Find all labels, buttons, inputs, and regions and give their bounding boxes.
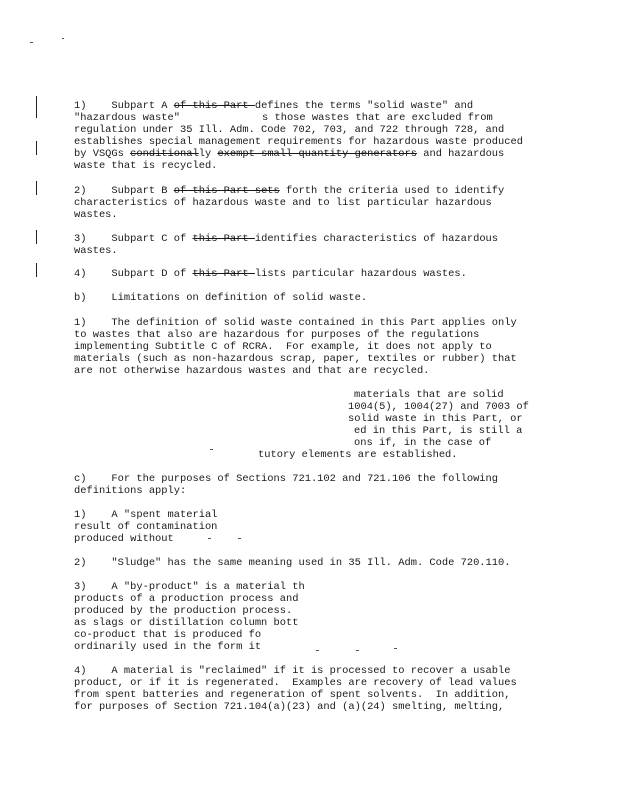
sub-b2-line-5: ons if, in the case of bbox=[354, 437, 492, 449]
item-a-line-2b: s those wastes that are excluded from bbox=[262, 112, 493, 124]
item-a-line-4: establishes special management requirements for hazardous waste produced bbox=[74, 136, 523, 148]
sub-b1-line-3: implementing Subtitle C of RCRA. For example, it does not apply to bbox=[74, 341, 492, 353]
section-c-line-2: definitions apply: bbox=[74, 485, 187, 497]
scan-speck bbox=[316, 650, 319, 651]
scan-speck bbox=[356, 650, 359, 651]
sub-b1-line-4: materials (such as non-hazardous scrap, paper, textiles or rubber) that bbox=[74, 353, 517, 365]
def-4-line-4: for purposes of Section 721.104(a)(23) and (a)(24) smelting, melting, bbox=[74, 701, 505, 713]
sub-b1-line-1: 1) The definition of solid waste contained in this Part applies only bbox=[74, 317, 517, 329]
item-c-line-1: 3) Subpart C of this Part identifies characteristics of hazardous bbox=[74, 233, 499, 245]
def-1-line-2: result of contamination bbox=[74, 521, 218, 533]
def-1-line-1: 1) A "spent material bbox=[74, 509, 218, 521]
item-d-line-1: 4) Subpart D of this Part lists particular hazardous wastes. bbox=[74, 268, 467, 280]
def-1-line-3: produced without bbox=[74, 533, 174, 545]
section-b-heading: b) Limitations on definition of solid waste. bbox=[74, 292, 368, 304]
item-a-line-1: 1) Subpart A of this Part defines the terms "solid waste" and bbox=[74, 100, 474, 112]
sub-b2-line-1: materials that are solid bbox=[354, 389, 504, 401]
revision-bar bbox=[36, 230, 37, 244]
item-b-line-2: characteristics of hazardous waste and to list particular hazardous bbox=[74, 197, 492, 209]
def-4-line-3: from spent batteries and regeneration of spent solvents. In addition, bbox=[74, 689, 511, 701]
section-c-line-1: c) For the purposes of Sections 721.102 and 721.106 the following bbox=[74, 473, 499, 485]
item-a-line-3: regulation under 35 Ill. Adm. Code 702, 703, and 722 through 728, and bbox=[74, 124, 505, 136]
sub-b2-line-3: solid waste in this Part, or bbox=[348, 413, 523, 425]
def-3-line-1: 3) A "by-product" is a material th bbox=[74, 581, 305, 593]
scan-speck bbox=[394, 648, 397, 649]
item-c-line-2: wastes. bbox=[74, 245, 118, 257]
item-b-line-3: wastes. bbox=[74, 209, 118, 221]
item-b-line-1: 2) Subpart B of this Part sets forth the criteria used to identify bbox=[74, 185, 505, 197]
item-a-line-2a: "hazardous waste" bbox=[74, 112, 181, 124]
sub-b2-line-4: ed in this Part, is still a bbox=[354, 425, 523, 437]
revision-bar bbox=[36, 263, 37, 277]
item-a-line-5: by VSQGs conditionally exempt small quantity generators and hazardous bbox=[74, 148, 505, 160]
sub-b1-line-2: to wastes that also are hazardous for purposes of the regulations bbox=[74, 329, 480, 341]
sub-b2-line-6: tutory elements are established. bbox=[258, 449, 458, 461]
scan-speck bbox=[210, 449, 213, 450]
def-2-line-1: 2) "Sludge" has the same meaning used in 35 Ill. Adm. Code 720.110. bbox=[74, 557, 511, 569]
item-a-line-6: waste that is recycled. bbox=[74, 160, 218, 172]
def-3-line-2: products of a production process and bbox=[74, 593, 299, 605]
scan-speck bbox=[62, 38, 64, 39]
scan-speck bbox=[238, 538, 241, 539]
def-4-line-1: 4) A material is "reclaimed" if it is processed to recover a usable bbox=[74, 665, 511, 677]
scan-speck bbox=[30, 42, 33, 43]
revision-bar bbox=[36, 96, 37, 118]
def-3-line-6: ordinarily used in the form it bbox=[74, 641, 262, 653]
scan-speck bbox=[208, 538, 211, 539]
def-3-line-3: produced by the production process. bbox=[74, 605, 293, 617]
sub-b2-line-2: 1004(5), 1004(27) and 7003 of bbox=[348, 401, 529, 413]
revision-bar bbox=[36, 141, 37, 155]
sub-b1-line-5: are not otherwise hazardous wastes and that are recycled. bbox=[74, 365, 430, 377]
def-3-line-4: as slags or distillation column bott bbox=[74, 617, 299, 629]
def-3-line-5: co-product that is produced fo bbox=[74, 629, 262, 641]
revision-bar bbox=[36, 181, 37, 195]
def-4-line-2: product, or if it is regenerated. Examples are recovery of lead values bbox=[74, 677, 517, 689]
